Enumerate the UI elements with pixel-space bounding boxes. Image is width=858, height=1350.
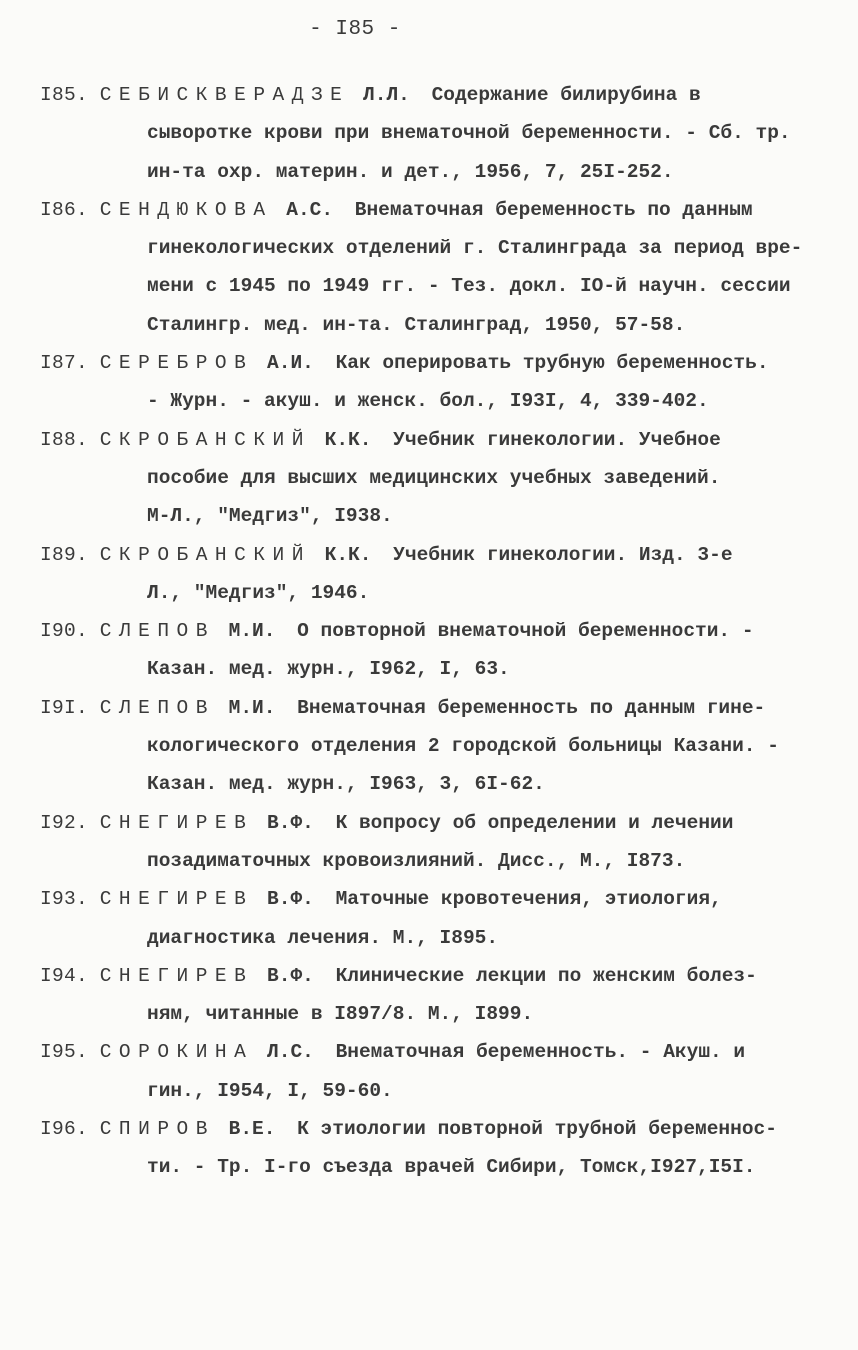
entry-first-line: [40, 804, 820, 842]
entry-number: I90.: [40, 620, 89, 643]
entry-initials: В.Ф.: [267, 888, 314, 911]
entry-text: Внематочная беременность по данным гине-: [297, 696, 766, 719]
entry-author: СНЕГИРЕВ: [99, 964, 254, 987]
entry-first-line: [40, 612, 820, 650]
entry-text: сыворотке крови при внематочной беременности. - Сб. тр.: [147, 122, 791, 145]
entry-author: СКРОБАНСКИЙ: [99, 543, 311, 566]
entry-text: - Журн. - акуш. и женск. бол., I93I, 4, 339-402.: [147, 390, 709, 413]
entry-number: I86.: [40, 198, 89, 221]
entry-text: мени с 1945 по 1949 гг. - Тез. докл. IO-й научн. сессии: [147, 275, 791, 298]
entry-number: I92.: [40, 811, 89, 834]
entry-text: кологического отделения 2 городской больницы Казани. -: [147, 735, 779, 758]
entry-first-line: [40, 76, 820, 114]
entry-author: СЛЕПОВ: [99, 620, 215, 643]
bibliography-entry: [40, 421, 820, 536]
entry-initials: М.И.: [228, 620, 276, 643]
entry-text: Учебник гинекологии. Изд. 3-е: [393, 543, 733, 566]
entry-text: пособие для высших медицинских учебных заведений.: [147, 466, 721, 489]
entry-text: Клинические лекции по женским болез-: [335, 964, 757, 987]
entry-number: I9I.: [40, 696, 89, 719]
entry-number: I89.: [40, 543, 89, 566]
entry-initials: А.И.: [267, 352, 314, 375]
entry-author: СКРОБАНСКИЙ: [99, 428, 311, 451]
entry-text: Внематочная беременность по данным: [354, 198, 753, 221]
entry-text: Л., "Медгиз", 1946.: [147, 581, 370, 604]
entry-text: К вопросу об определении и лечении: [335, 811, 734, 834]
entry-author: СЛЕПОВ: [99, 696, 215, 719]
bibliography-entry: [40, 536, 820, 613]
entry-author: СЕРЕБРОВ: [99, 352, 254, 375]
entry-author: СНЕГИРЕВ: [99, 888, 254, 911]
entry-number: I96.: [40, 1118, 89, 1141]
entry-text: М-Л., "Медгиз", I938.: [147, 505, 393, 528]
bibliography-entry: [40, 191, 820, 344]
bibliography-entry: [40, 880, 820, 957]
entry-text: Маточные кровотечения, этиология,: [335, 888, 722, 911]
entry-first-line: [40, 1110, 820, 1148]
entry-text: ням, читанные в I897/8. М., I899.: [147, 1003, 534, 1026]
entry-initials: В.Е.: [228, 1118, 276, 1141]
entry-first-line: [40, 421, 820, 459]
entry-first-line: [40, 1033, 820, 1071]
entry-text: гинекологических отделений г. Сталинграда за период вре-: [147, 237, 803, 260]
bibliography-entry: [40, 1033, 820, 1110]
entry-initials: К.К.: [324, 428, 372, 451]
entry-initials: М.И.: [228, 696, 276, 719]
entry-text: К этиологии повторной трубной беременнос-: [297, 1118, 777, 1141]
entry-initials: В.Ф.: [267, 964, 314, 987]
bibliography-entry: [40, 612, 820, 689]
entry-first-line: [40, 957, 820, 995]
entry-text: Содержание билирубина в: [431, 84, 701, 106]
entry-author: СОРОКИНА: [99, 1041, 254, 1064]
entry-text: Сталингр. мед. ин-та. Сталинград, 1950, 57-58.: [147, 313, 686, 336]
entry-text: Внематочная беременность. - Акуш. и: [335, 1041, 746, 1064]
entry-author: СПИРОВ: [99, 1118, 215, 1141]
entry-first-line: [40, 191, 820, 229]
entry-first-line: [40, 344, 820, 382]
entry-text: ин-та охр. материн. и дет., 1956, 7, 25I-252.: [147, 160, 674, 183]
entry-initials: К.К.: [324, 543, 372, 566]
entry-text: Казан. мед. журн., I962, I, 63.: [147, 658, 510, 681]
bibliography-entry: [40, 689, 820, 804]
entry-initials: В.Ф.: [267, 811, 314, 834]
bibliography-entry: [40, 957, 820, 1034]
bibliography-entry: [40, 804, 820, 881]
entry-text: Казан. мед. журн., I963, 3, 6I-62.: [147, 773, 545, 796]
entry-number: I95.: [40, 1041, 89, 1064]
entry-number: I94.: [40, 964, 89, 987]
bibliography-entry: [40, 344, 820, 421]
entry-first-line: [40, 536, 820, 574]
entry-number: I93.: [40, 888, 89, 911]
entry-author: СНЕГИРЕВ: [99, 811, 254, 834]
entry-first-line: [40, 880, 820, 918]
entry-first-line: [40, 689, 820, 727]
entry-number: I88.: [40, 428, 89, 451]
entry-text: позадиматочных кровоизлияний. Дисс., М., I873.: [147, 849, 686, 872]
entry-text: диагностика лечения. М., I895.: [147, 926, 499, 949]
bibliography-entry: [40, 1110, 820, 1187]
entry-initials: А.С.: [286, 198, 334, 221]
entry-text: ти. - Тр. I-го съезда врачей Сибири, Томск,I927,I5I.: [147, 1156, 756, 1179]
entry-text: Учебник гинекологии. Учебное: [393, 428, 721, 451]
entry-number: I85.: [40, 84, 89, 106]
entry-text: О повторной внематочной беременности. -: [297, 620, 754, 643]
page-number: - I85 -: [309, 18, 401, 41]
bibliography-entry: [40, 76, 820, 191]
entry-text: Как оперировать трубную беременность.: [335, 352, 769, 375]
entry-author: СЕНДЮКОВА: [99, 198, 273, 221]
entry-initials: Л.С.: [267, 1041, 314, 1064]
entry-initials: Л.Л.: [363, 84, 410, 106]
bibliography-list: [40, 76, 820, 1187]
entry-author: СЕБИСКВЕРАДЗЕ: [99, 84, 350, 106]
entry-text: гин., I954, I, 59-60.: [147, 1079, 393, 1102]
entry-number: I87.: [40, 352, 89, 375]
